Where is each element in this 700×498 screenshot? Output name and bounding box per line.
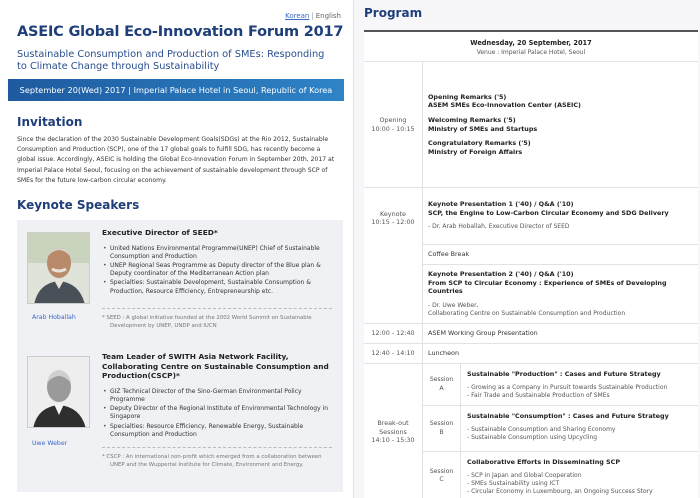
session-item: - Fair Trade and Sustainable Production of SMEs	[467, 392, 610, 399]
session-item: - Sustainable Consumption using Upcycling	[467, 434, 598, 441]
keynote2-title: Keynote Presentation 2 ('40) / Q&A ('10)	[428, 270, 574, 279]
program-heading: Program	[364, 6, 423, 20]
opening-item-title: Welcoming Remarks ('5)	[428, 115, 516, 124]
keynote1-title: Keynote Presentation 1 ('40) / Q&A ('10)	[428, 200, 574, 209]
page-title: ASEIC Global Eco-Innovation Forum 2017	[17, 24, 344, 40]
lunch-label: Luncheon	[428, 349, 460, 358]
program-row-asem	[364, 324, 698, 344]
opening-item-who: Ministry of SMEs and Startups	[428, 124, 538, 133]
speaker-name: Uwe Weber	[32, 440, 68, 447]
invitation-text: Since the declaration of the 2030 Sustainable Development Goals(SDGs) at the Rio 2012, Sustainable Consumption and Production (SCP), one of the 17 global goals to fulfill SDG, has recently become a global issue. Accordingly, ASEIC is holding the Global Eco-Innovation Forum in September 20th, 2017 at Imperial Palace Hotel Seoul, focusing on the achievement of sustainable development through SCP of SMEs for the future low-carbon circular economy.	[17, 136, 335, 184]
right-panel	[356, 0, 700, 498]
program-row-coffee	[423, 245, 698, 265]
keynote2-subtitle: From SCP to Circular Economy : Experience of SMEs of Developing Countries	[428, 278, 667, 296]
keynote1-subtitle: SCP, the Engine to Low-Carbon Circular Economy and SDG Delivery	[428, 208, 669, 217]
session-item: - Sustainable Consumption and Sharing Economy	[467, 425, 616, 433]
breakout-time: Break-out Sessions 14:10 - 15:30	[371, 419, 415, 445]
opening-item-title: Opening Remarks ('5)	[428, 92, 507, 101]
program-header-row	[364, 32, 698, 62]
speaker-note: * SEED : A global initiative founded at the 2002 World Summit on Sustainable Development by UNEP, UNDP and IUCN	[102, 308, 332, 330]
speaker-photo	[27, 356, 90, 428]
speaker-photo	[27, 232, 90, 304]
opening-item-title: Congratulatory Remarks ('5)	[428, 139, 531, 148]
row-time: 12:00 - 12:40	[371, 329, 415, 338]
session-item: - Circular Economy in Luxembourg, an Ongoing Success Story	[467, 488, 653, 496]
session-label: Session B	[423, 406, 461, 451]
session-label: Session A	[423, 364, 461, 405]
language-switcher: Korean | English	[285, 12, 341, 20]
session-item: - SCP in Japan and Global Cooperation	[467, 471, 582, 479]
speaker-bullet: • UNEP Regional Seas Programme as Deputy director of the Blue plan & Deputy coordinator of the Mediterranean Action plan	[102, 262, 332, 278]
program-row-opening	[364, 62, 698, 188]
date-banner: September 20(Wed) 2017 | Imperial Palace Hotel in Seoul, Republic of Korea	[8, 79, 344, 101]
session-title: Sustainable "Consumption" : Cases and Future Strategy	[467, 412, 669, 420]
session-label: Session C	[423, 452, 461, 498]
coffee-break-label: Coffee Break	[428, 250, 470, 259]
speaker-bullet: • Specialties: Sustainable Development, Sustainable Consumption & Production, Resource Efficiency, Entrepreneurship etc.	[102, 279, 332, 295]
keynote1-speaker: - Dr. Arab Hoballah, Executive Director of SEED	[428, 223, 570, 231]
row-time: Keynote 10:15 - 12:00	[371, 209, 415, 226]
session-title: Sustainable "Production" : Cases and Future Strategy	[467, 370, 661, 378]
session-a	[423, 364, 698, 406]
program-row-keynote1	[423, 188, 698, 245]
row-time: Opening 10:00 - 10:15	[371, 116, 415, 133]
program-table	[364, 30, 698, 498]
speaker-bullet: • United Nations Environmental Programme(UNEP) Chief of Sustainable Consumption and Production	[102, 245, 332, 261]
speaker-bullet: • Deputy Director of the Regional Institute of Environmental Technology in Singapore	[102, 405, 332, 421]
invitation-heading: Invitation	[17, 115, 83, 129]
row-time: 12:40 - 14:10	[371, 349, 415, 358]
speaker-bullet: • GIZ Technical Director of the Sino-German Environmental Policy Programme	[102, 388, 332, 404]
program-row-lunch	[364, 344, 698, 364]
keynote-speakers-box	[17, 220, 343, 492]
session-b	[423, 406, 698, 452]
opening-item-who: Ministry of Foreign Affairs	[428, 147, 523, 156]
language-link-english[interactable]: English	[315, 12, 341, 20]
page-subtitle: Sustainable Consumption and Production of SMEs: Responding to Climate Change through Sustainability	[17, 49, 325, 72]
language-link-korean[interactable]: Korean	[285, 12, 310, 20]
keynote2-speaker-org: Collaborating Centre on Sustainable Consumption and Production	[428, 310, 626, 318]
program-date: Wednesday, 20 September, 2017	[470, 39, 592, 47]
opening-item-who: ASEM SMEs Eco-Innovation Center (ASEIC)	[428, 101, 581, 110]
speaker-bullet: • Specialties: Resource Efficiency, Renewable Energy, Sustainable Consumption and Production	[102, 423, 332, 439]
keynote2-speaker: - Dr. Uwe Weber,	[428, 301, 479, 309]
speaker-note: * CSCP : An international non-profit which emerged from a collaboration between UNEP and the Wuppertal Institute for Climate, Environment and Energy.	[102, 447, 332, 469]
program-venue: Venue : Imperial Palace Hotel, Seoul	[476, 49, 586, 56]
session-item: - Growing as a Company in Pursuit towards Sustainable Production	[467, 383, 668, 391]
speaker-role: Team Leader of SWITH Asia Network Facility, Collaborating Centre on Sustainable Consumption and Production(CSCP)*	[102, 352, 329, 381]
session-title: Collaborative Efforts in Disseminating SCP	[467, 458, 621, 466]
asem-label: ASEM Working Group Presentation	[428, 329, 538, 338]
session-item: - SMEs Sustainability using ICT	[467, 480, 560, 487]
speaker-name: Arab Hoballah	[32, 314, 76, 321]
program-row-keynote2	[423, 265, 698, 324]
keynote-heading: Keynote Speakers	[17, 198, 140, 212]
speaker-role: Executive Director of SEED*	[102, 228, 218, 237]
session-c	[423, 452, 698, 498]
